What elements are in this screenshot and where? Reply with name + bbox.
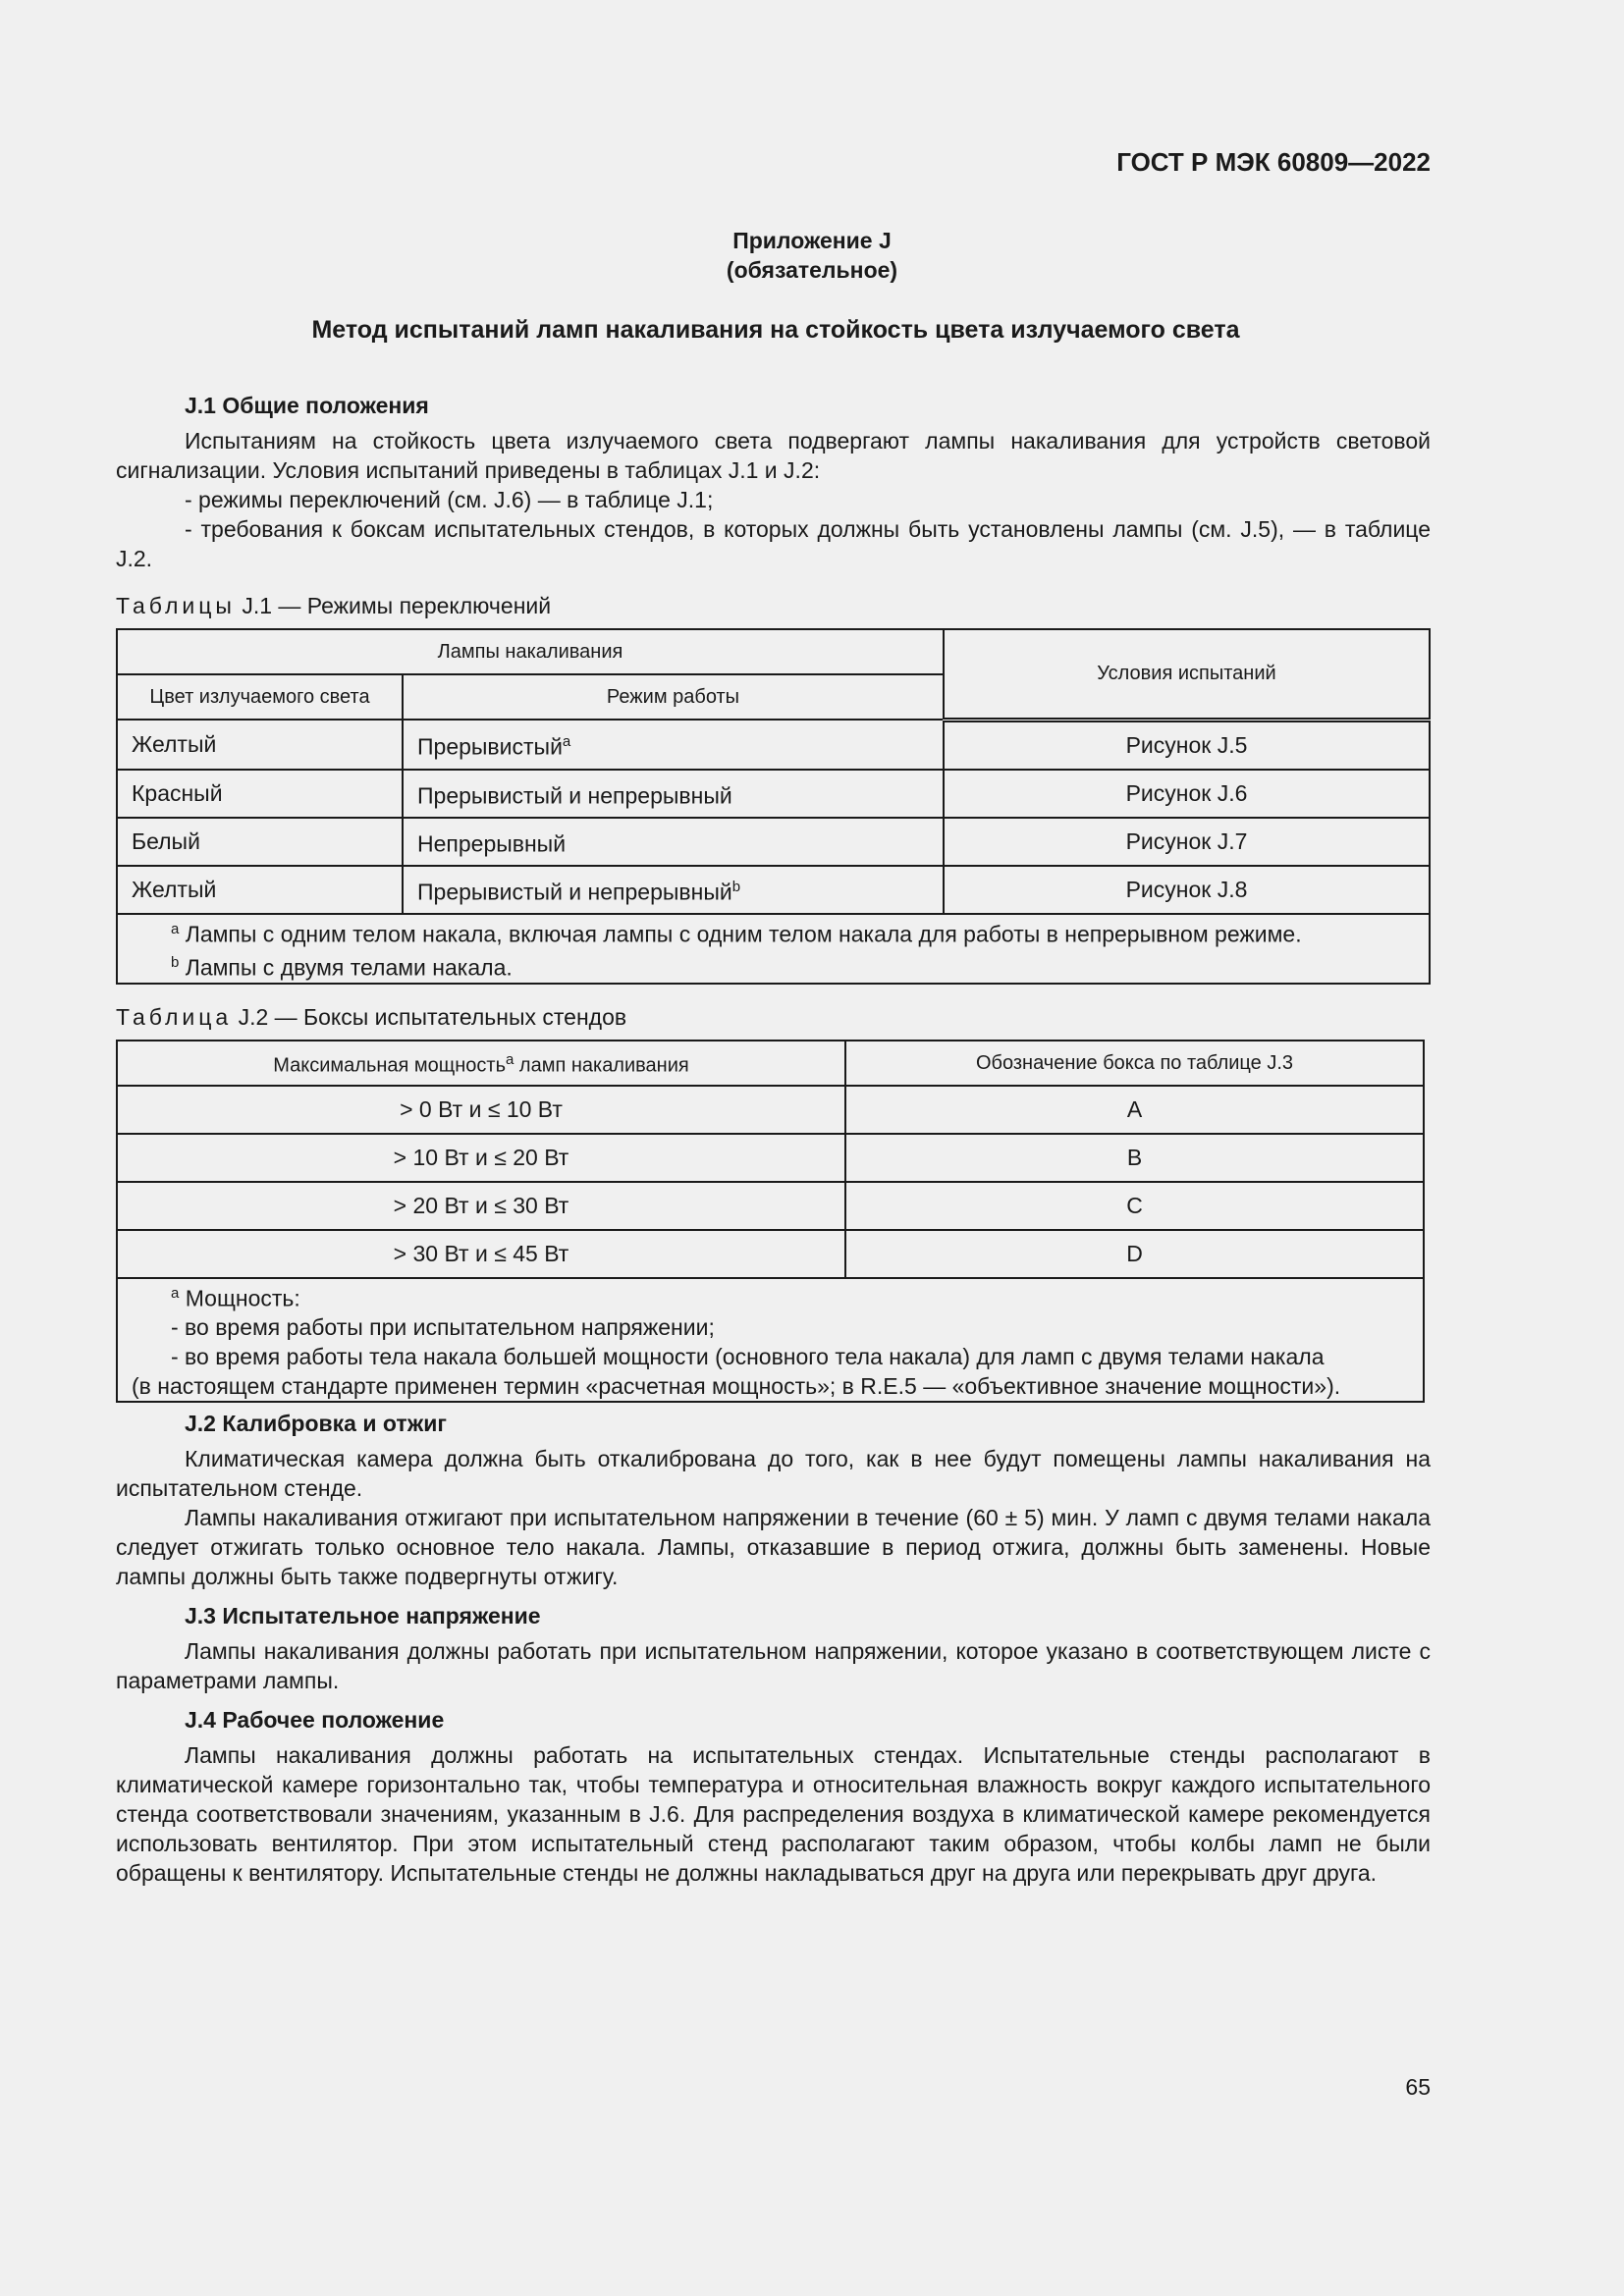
table-row [117,1134,1424,1182]
section-j2-paragraph-1: Климатическая камера должна быть откалибрована до того, как в нее будут помещены лампы накаливания на испытательном стенде. [116,1446,1431,1502]
table1-cell-conditions: Рисунок J.6 [944,770,1430,818]
table-row [117,866,1430,914]
section-j2-paragraph-2: Лампы накаливания отжигают при испытательном напряжении в течение (60 ± 5) мин. У ламп с двумя телами накала следует отжигать только основное тело накала. Лампы, отказавшие в период отжига, должны быть заменены. Новые лампы должны быть также подвергнуты отжигу. [116,1505,1431,1590]
section-j4-paragraph: Лампы накаливания должны работать на испытательных стендах. Испытательные стенды располагают в климатической камере горизонтально так, чтобы температура и относительная влажность вокруг каждого испытательного стенда соответствовали значениям, указанным в J.6. Для распределения воздуха в климатической камере рекомендуется использовать вентилятор. При этом испытательный стенд располагают таким образом, чтобы колбы ламп не были обращены к вентилятору. Испытательные стенды не должны накладываться друг на друга или перекрывать друг друга. [116,1742,1431,1887]
table2-header-power: Максимальная мощность$^a$ ламп накаливания [117,1041,845,1086]
section-j2-heading: J.2 Калибровка и отжиг [185,1411,447,1437]
table2-note-line-4: (в настоящем стандарте применен термин «расчетная мощность»; в R.E.5 — «объективное значение мощности»). [132,1373,1341,1400]
content [116,391,1431,1888]
table-row [117,1086,1424,1134]
table1-cell-conditions: Рисунок J.7 [944,818,1430,866]
table1-note-b: $^b$ Лампы с двумя телами накала. [171,954,513,981]
table2-header-box: Обозначение бокса по таблице J.3 [845,1041,1424,1086]
table2-note-line-2: - во время работы при испытательном напряжении; [171,1314,715,1341]
table2-cell-box: A [845,1086,1424,1134]
table2-cell-power: > 20 Вт и ≤ 30 Вт [117,1182,845,1230]
table2-cell-power: > 30 Вт и ≤ 45 Вт [117,1230,845,1278]
table2-caption-word: Таблица [116,1003,233,1030]
table1-header-color: Цвет излучаемого света [117,674,403,720]
table-row [117,720,1430,770]
table1-cell-conditions: Рисунок J.8 [944,866,1430,914]
table1-cell-mode: Прерывистый и непрерывный$^b$ [403,866,944,914]
standard-code: ГОСТ Р МЭК 60809—2022 [1116,147,1431,177]
page-number: 65 [1405,2074,1431,2100]
table1-cell-conditions: Рисунок J.5 [944,720,1430,770]
table2-notes [117,1278,1424,1403]
section-j3-heading: J.3 Испытательное напряжение [185,1603,541,1629]
table1-switching-modes [116,628,1431,985]
section-j1-paragraph: Испытаниям на стойкость цвета излучаемого света подвергают лампы накаливания для устройств световой сигнализации. Условия испытаний приведены в таблицах J.1 и J.2: [116,428,1431,483]
table1-header-mode: Режим работы [403,674,944,720]
table2-cell-power: > 0 Вт и ≤ 10 Вт [117,1086,845,1134]
table1-cell-color: Желтый [117,866,403,914]
section-j3-paragraph: Лампы накаливания должны работать при испытательном напряжении, которое указано в соответствующем листе с параметрами лампы. [116,1638,1431,1694]
table2-caption [116,1002,1431,1032]
table1-cell-mode: Непрерывный [403,818,944,866]
table1-cell-color: Красный [117,770,403,818]
section-j1-item-2: - требования к боксам испытательных стендов, в которых должны быть установлены лампы (см. J.5), — в таблице J.2. [116,516,1431,571]
table1-cell-color: Белый [117,818,403,866]
table2-note-line-3: - во время работы тела накала большей мощности (основного тела накала) для ламп с двумя телами накала [171,1344,1325,1370]
table-row [117,1230,1424,1278]
table2-cell-box: C [845,1182,1424,1230]
table2-caption-rest: J.2 — Боксы испытательных стендов [238,1003,627,1030]
table1-header-conditions: Условия испытаний [944,629,1430,720]
table-row [117,818,1430,866]
main-title: Метод испытаний ламп накаливания на стойкость цвета излучаемого света [311,316,1240,344]
section-j4-heading: J.4 Рабочее положение [185,1707,445,1734]
table1-caption-word: Таблицы [116,593,236,618]
appendix-title: Приложение J [732,228,892,253]
table1-note-a: $^a$ Лампы с одним телом накала, включая лампы с одним телом накала для работы в непрерывном режиме. [171,920,1302,947]
table1-notes [117,914,1430,984]
table1-caption [116,591,1431,620]
table1-cell-mode: Прерывистый$^a$ [403,720,944,770]
table-row [117,770,1430,818]
appendix-status: (обязательное) [726,257,898,283]
section-j1-heading: J.1 Общие положения [185,393,429,418]
table1-header-group: Лампы накаливания [117,629,944,674]
table2-cell-box: D [845,1230,1424,1278]
table1-caption-rest: J.1 — Режимы переключений [242,593,552,618]
table-row [117,1182,1424,1230]
section-j1-item-1: - режимы переключений (см. J.6) — в таблице J.1; [185,487,714,512]
table2-cell-power: > 10 Вт и ≤ 20 Вт [117,1134,845,1182]
table1-cell-mode: Прерывистый и непрерывный [403,770,944,818]
table2-test-boxes [116,1040,1425,1404]
appendix-header [0,226,1624,285]
table1-cell-color: Желтый [117,720,403,770]
table2-note-line-1: $^a$ Мощность: [171,1284,300,1311]
table2-cell-box: B [845,1134,1424,1182]
